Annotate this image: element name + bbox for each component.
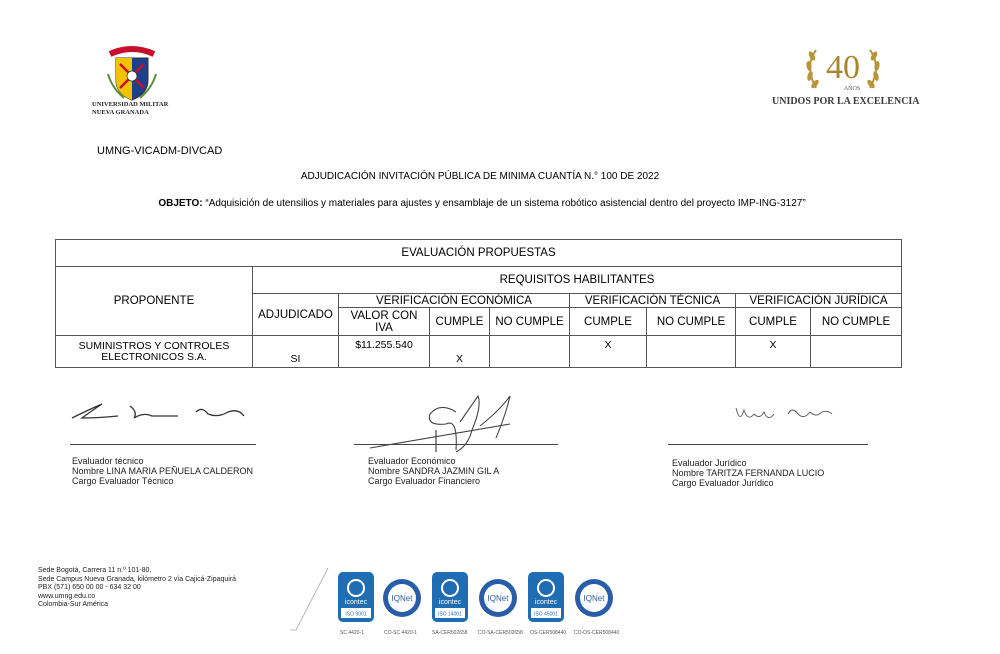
tec-cumple-header: CUMPLE bbox=[570, 308, 647, 336]
document-title: ADJUDICACIÓN INVITACIÓN PÚBLICA DE MINIMA CUANTÍA N.° 100 DE 2022 bbox=[300, 171, 660, 182]
document-objeto bbox=[0, 198, 964, 209]
svg-text:IQNet: IQNet bbox=[487, 594, 509, 603]
certification-logos bbox=[336, 572, 636, 638]
signature-position: Cargo Evaluador Técnico bbox=[72, 476, 174, 486]
signature-economic-evaluator bbox=[360, 390, 560, 460]
signature-role: Evaluador Jurídico bbox=[672, 458, 747, 468]
signature-position: Cargo Evaluador Jurídico bbox=[672, 478, 774, 488]
signature-technical-evaluator bbox=[68, 398, 258, 426]
jur-cumple-header: CUMPLE bbox=[736, 308, 811, 336]
signature-name: Nombre TARITZA FERNANDA LUCIO bbox=[672, 468, 825, 478]
signature-legal-evaluator bbox=[730, 400, 840, 430]
website-link[interactable]: www.umng.edu.co bbox=[38, 592, 96, 600]
table-title: EVALUACIÓN PROPUESTAS bbox=[56, 240, 902, 267]
anniversary-motto: UNIDOS POR LA EXCELENCIA bbox=[772, 96, 920, 107]
jur-cumple-cell: X bbox=[736, 336, 811, 368]
signature-line bbox=[354, 444, 558, 445]
footer-address bbox=[38, 567, 236, 610]
svg-text:ISO 9001: ISO 9001 bbox=[345, 611, 367, 618]
cert-code: SA-CER502658 bbox=[432, 630, 468, 636]
footer-divider bbox=[290, 566, 330, 636]
group-juridica-header: VERIFICACIÓN JURÍDICA bbox=[736, 294, 902, 308]
adjudicado-header: ADJUDICADO bbox=[253, 294, 339, 336]
svg-text:IQNet: IQNet bbox=[391, 594, 413, 603]
signature-line bbox=[668, 444, 868, 445]
signature-role: Evaluador técnico bbox=[72, 456, 144, 466]
group-tecnica-header: VERIFICACIÓN TÉCNICA bbox=[570, 294, 736, 308]
eco-no-cumple-cell bbox=[490, 336, 570, 368]
eco-no-cumple-header: NO CUMPLE bbox=[490, 308, 570, 336]
cert-code: SC 4420-1 bbox=[340, 630, 364, 636]
signature-block-legal bbox=[672, 458, 824, 488]
cert-code: CO-OS-CER508440 bbox=[574, 630, 620, 636]
adjudicado-cell: SI bbox=[253, 336, 339, 368]
eco-cumple-cell: X bbox=[430, 336, 490, 368]
university-name-line2: NUEVA GRANADA bbox=[92, 108, 149, 116]
laurel-wreath-icon bbox=[798, 44, 888, 94]
svg-text:icontec: icontec bbox=[438, 599, 462, 606]
signature-block-technical bbox=[72, 456, 253, 486]
address-line: Sede Bogotá, Carrera 11 n.º 101-80, bbox=[38, 567, 152, 574]
requisitos-header: REQUISITOS HABILITANTES bbox=[253, 267, 902, 294]
icontec-iso-14001-icon bbox=[430, 572, 470, 626]
signature-role: Evaluador Económico bbox=[368, 456, 456, 466]
tec-cumple-cell: X bbox=[570, 336, 647, 368]
phone-line: PBX (571) 650 00 00 - 634 32 00 bbox=[38, 584, 141, 592]
group-economica-header: VERIFICACIÓN ECONÓMICA bbox=[339, 294, 570, 308]
tec-no-cumple-header: NO CUMPLE bbox=[647, 308, 736, 336]
university-shield-icon bbox=[106, 44, 158, 102]
iqnet-icon bbox=[478, 572, 518, 626]
jur-no-cumple-header: NO CUMPLE bbox=[811, 308, 902, 336]
document-reference: UMNG-VICADM-DIVCAD bbox=[97, 145, 223, 157]
iqnet-icon bbox=[382, 572, 422, 626]
icontec-iso-45001-icon bbox=[526, 572, 566, 626]
valor-header: VALOR CON IVA bbox=[339, 308, 430, 336]
svg-text:ISO 45001: ISO 45001 bbox=[534, 611, 558, 618]
objeto-label: OBJETO: bbox=[158, 198, 203, 209]
evaluation-table bbox=[55, 239, 902, 368]
table-row bbox=[56, 336, 902, 368]
anniversary-logo bbox=[772, 44, 920, 116]
svg-text:ISO 14001: ISO 14001 bbox=[438, 611, 462, 618]
svg-text:icontec: icontec bbox=[344, 599, 368, 606]
cert-code: CO-SA-CER502658 bbox=[478, 630, 523, 636]
signature-block-economic bbox=[368, 456, 499, 486]
jur-no-cumple-cell bbox=[811, 336, 902, 368]
signature-name: Nombre LINA MARIA PEÑUELA CALDERON bbox=[72, 466, 254, 476]
objeto-text: “Adquisición de utensilios y materiales para ajustes y ensamblaje de un sistema robótico asistencial dentro del proyecto IMP-ING-3127” bbox=[205, 198, 806, 209]
cert-code: OS-CER508440 bbox=[530, 630, 567, 636]
anniversary-number: 40 bbox=[826, 49, 860, 86]
svg-text:IQNet: IQNet bbox=[583, 594, 605, 603]
iqnet-icon bbox=[574, 572, 614, 626]
proponente-cell: SUMINISTROS Y CONTROLES ELECTRONICOS S.A. bbox=[56, 336, 253, 368]
eco-cumple-header: CUMPLE bbox=[430, 308, 490, 336]
anniversary-years: AÑOS bbox=[843, 86, 861, 92]
signature-position: Cargo Evaluador Financiero bbox=[368, 476, 481, 486]
signature-name: Nombre SANDRA JAZMIN GIL A bbox=[368, 466, 500, 476]
svg-text:icontec: icontec bbox=[534, 599, 558, 606]
university-logo bbox=[92, 38, 172, 123]
address-line: Colombia-Sur América bbox=[38, 601, 109, 609]
cert-code: CO-SC 4420-1 bbox=[384, 630, 418, 636]
university-name-line1: UNIVERSIDAD MILITAR bbox=[92, 101, 169, 108]
icontec-iso-9001-icon bbox=[336, 572, 376, 626]
proponente-header: PROPONENTE bbox=[56, 267, 253, 336]
signature-line bbox=[70, 444, 256, 445]
valor-cell: $11.255.540 bbox=[339, 336, 430, 368]
tec-no-cumple-cell bbox=[647, 336, 736, 368]
address-line: Sede Campus Nueva Granada, kilómetro 2 vía Cajicá-Zipaquirá bbox=[38, 575, 237, 583]
